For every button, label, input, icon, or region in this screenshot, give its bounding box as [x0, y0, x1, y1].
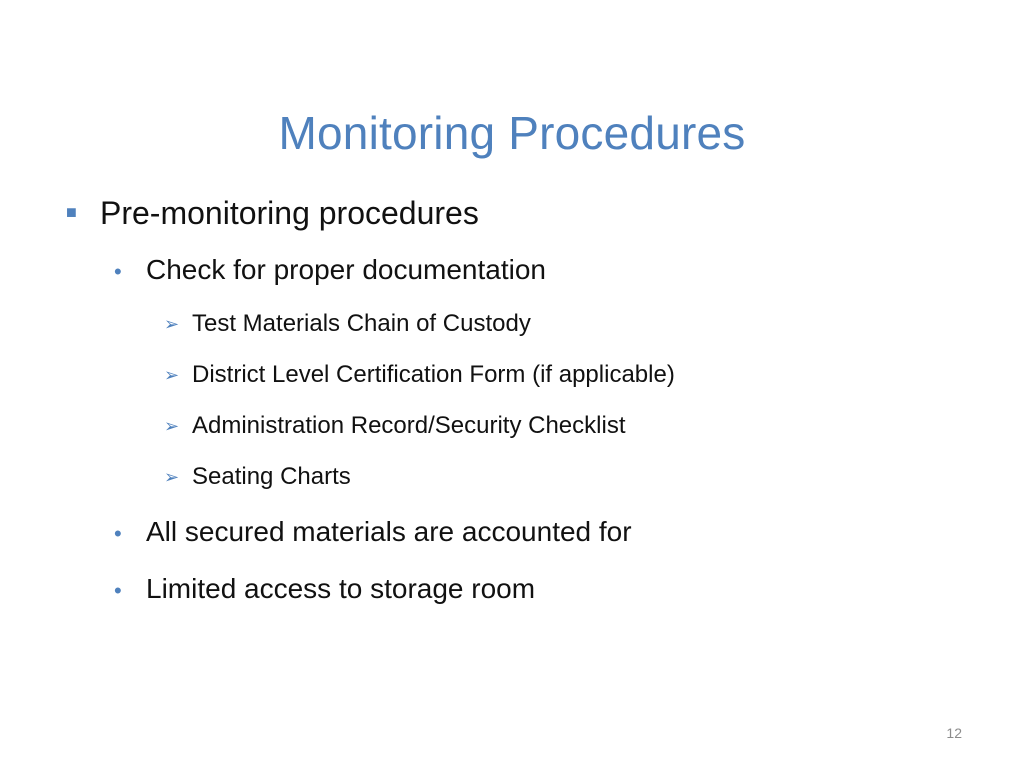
dot-bullet-icon: •	[114, 259, 122, 284]
dot-bullet-icon: •	[114, 521, 122, 546]
arrow-bullet-icon: ➢	[164, 365, 180, 385]
bullet-item-level-3	[164, 309, 531, 340]
bullet-text: Check for proper documentation	[146, 254, 546, 285]
arrow-bullet-icon: ➢	[164, 314, 180, 334]
bullet-text: All secured materials are accounted for	[146, 516, 632, 547]
bullet-item-level-2	[114, 514, 632, 552]
arrow-bullet-icon: ➢	[164, 467, 180, 487]
bullet-text: Seating Charts	[192, 463, 351, 490]
bullet-text: Pre-monitoring procedures	[100, 195, 479, 231]
square-bullet-icon: ■	[66, 202, 77, 222]
bullet-text: Limited access to storage room	[146, 573, 536, 604]
bullet-text: Administration Record/Security Checklist	[192, 412, 626, 439]
bullet-item-level-3	[164, 462, 351, 493]
slide-title: Monitoring Procedures	[278, 107, 746, 159]
bullet-item-level-3	[164, 360, 675, 391]
bullet-item-level-3	[164, 411, 626, 442]
slide-number: 12	[946, 725, 962, 741]
arrow-bullet-icon: ➢	[164, 416, 180, 436]
bullet-item-level-2	[114, 571, 535, 609]
bullet-item-level-2	[114, 252, 546, 290]
bullet-item-level-1	[66, 193, 479, 238]
dot-bullet-icon: •	[114, 578, 122, 603]
bullet-text: District Level Certification Form (if applicable)	[192, 361, 675, 388]
bullet-text: Test Materials Chain of Custody	[192, 310, 531, 337]
